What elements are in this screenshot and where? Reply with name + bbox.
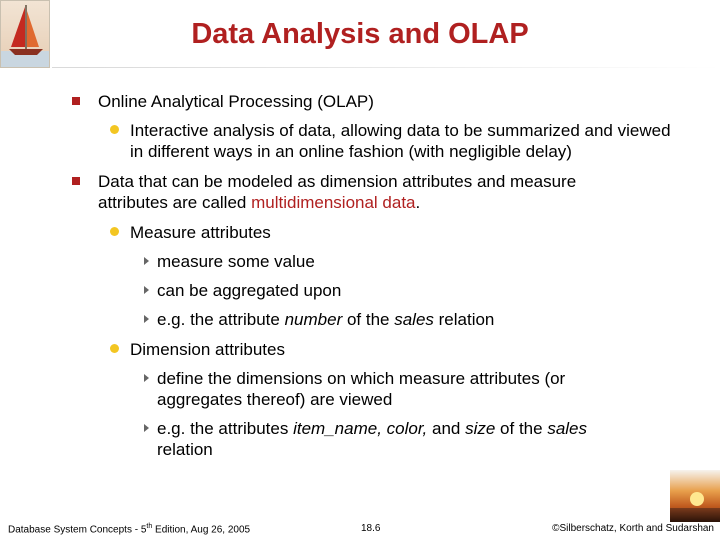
dot-bullet-icon — [110, 125, 119, 134]
bullet-number-example: e.g. the attribute number of the sales relation — [157, 310, 495, 329]
multidimensional-data-term: multidimensional data — [251, 193, 416, 212]
slide-title: Data Analysis and OLAP — [191, 18, 529, 50]
bullet-item-name-example: e.g. the attributes item_name, color, and size of the sales relation — [157, 419, 587, 459]
bullet-multidimensional: Data that can be modeled as dimension attributes and measure attributes are called multidimensional data. — [98, 172, 577, 212]
sun-icon — [690, 492, 704, 506]
bullet-dimension-attributes: Dimension attributes — [130, 340, 285, 359]
bullet-olap-desc: Interactive analysis of data, allowing data to be summarized and viewed in different ways in an online fashion (with negligible delay) — [130, 121, 671, 161]
bullet-measure-value: measure some value — [157, 252, 315, 271]
square-bullet-icon — [72, 97, 80, 105]
footer-book-edition: Database System Concepts - 5th Edition, Aug 26, 2005 — [8, 523, 251, 536]
dot-bullet-icon — [110, 344, 119, 353]
footer-copyright: ©Silberschatz, Korth and Sudarshan — [552, 523, 714, 534]
footer-page-number: 18.6 — [361, 523, 381, 534]
sea-shape — [670, 508, 720, 522]
bullet-olap: Online Analytical Processing (OLAP) — [98, 92, 374, 111]
bullet-aggregated: can be aggregated upon — [157, 281, 342, 300]
bullet-define-dimensions: define the dimensions on which measure attributes (or aggregates thereof) are viewed — [157, 369, 566, 409]
bullet-measure-attributes: Measure attributes — [130, 223, 271, 242]
sunset-image — [670, 470, 720, 522]
triangle-bullet-icon — [144, 374, 149, 382]
title-divider — [52, 67, 720, 68]
triangle-bullet-icon — [144, 257, 149, 265]
square-bullet-icon — [72, 177, 80, 185]
dot-bullet-icon — [110, 227, 119, 236]
triangle-bullet-icon — [144, 286, 149, 294]
triangle-bullet-icon — [144, 315, 149, 323]
triangle-bullet-icon — [144, 424, 149, 432]
